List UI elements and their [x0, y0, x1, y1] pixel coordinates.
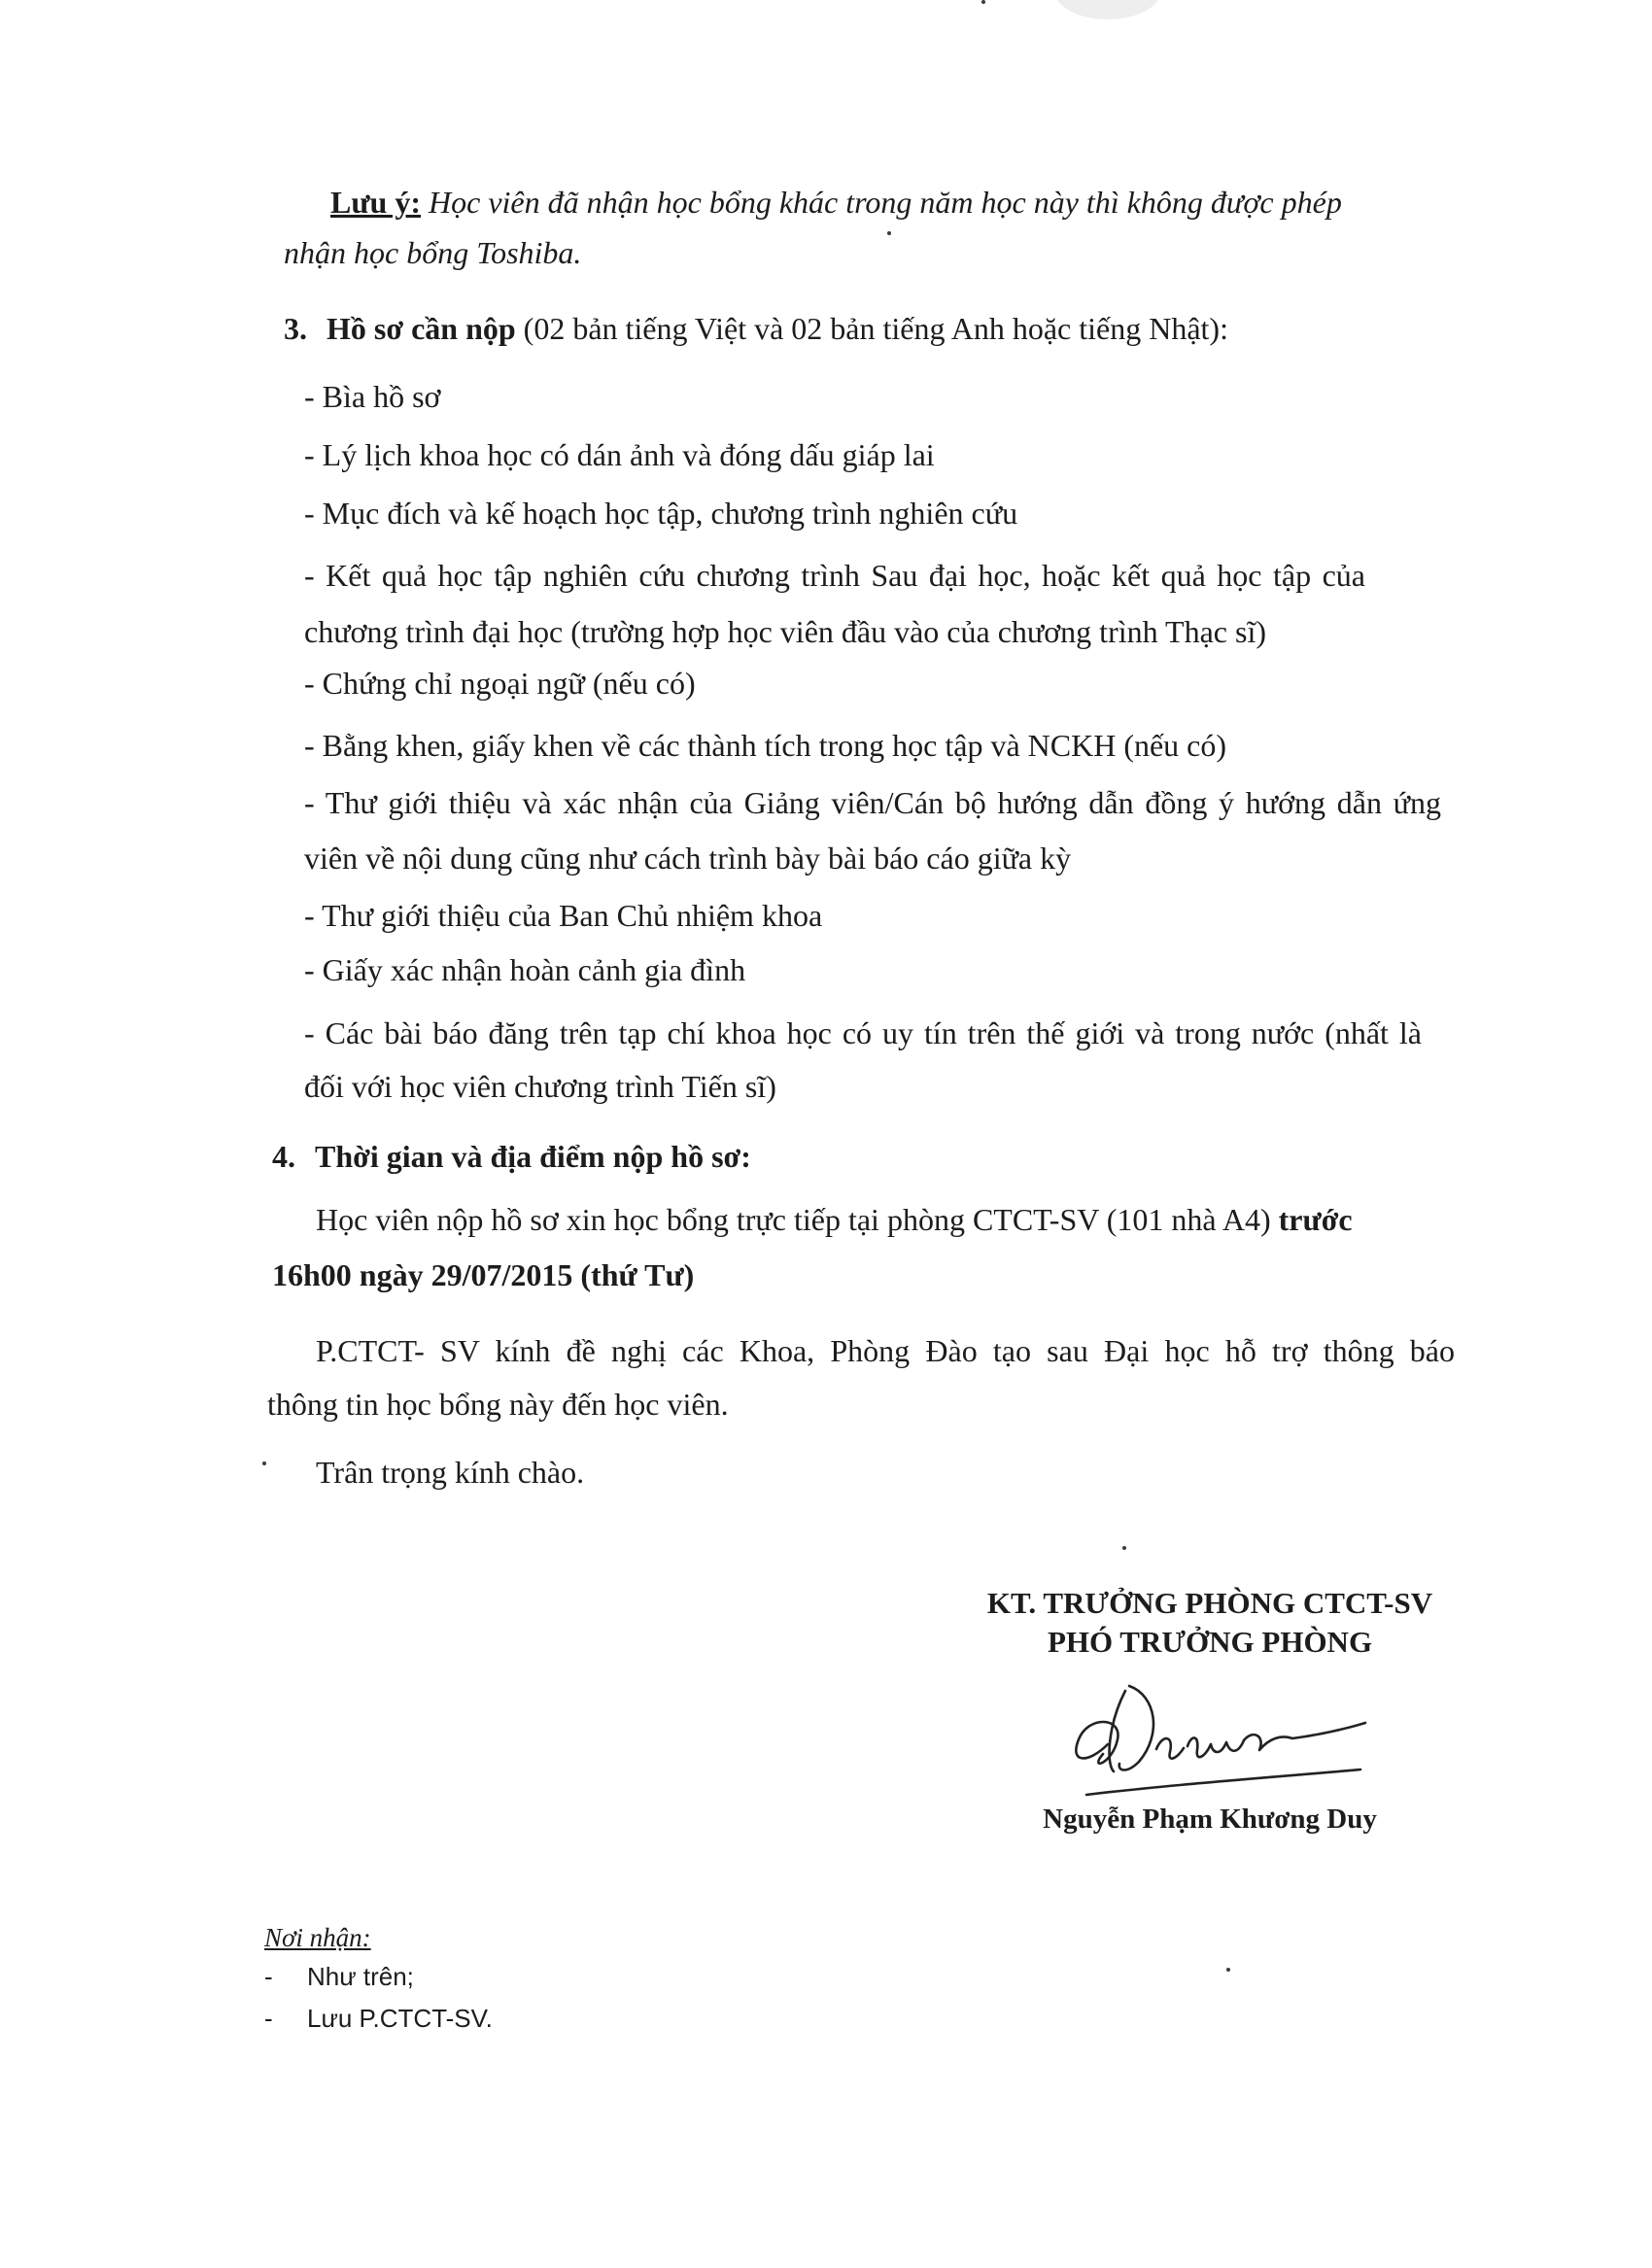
section-4-number: 4.	[272, 1139, 295, 1174]
list-item: - Thư giới thiệu và xác nhận của Giảng viên/Cán bộ hướng dẫn đồng ý hướng dẫn ứng	[304, 785, 1441, 820]
section-3-heading	[284, 309, 1228, 348]
signature-title-line-1: KT. TRƯỞNG PHÒNG CTCT-SV	[986, 1586, 1433, 1620]
handwritten-signature	[1050, 1657, 1380, 1803]
list-item: - Chứng chỉ ngoại ngữ (nếu có)	[304, 666, 696, 701]
section-4-paragraph-line-1	[316, 1200, 1353, 1239]
list-item: - Mục đích và kế hoạch học tập, chương trình nghiên cứu	[304, 496, 1018, 531]
section-3-note: (02 bản tiếng Việt và 02 bản tiếng Anh hoặc tiếng Nhật):	[523, 311, 1228, 346]
note-line-1	[330, 183, 1342, 222]
scan-speck	[1226, 1968, 1230, 1972]
recipient-text: Lưu P.CTCT-SV.	[307, 2004, 493, 2033]
list-item-continuation: chương trình đại học (trường hợp học viên đầu vào của chương trình Thạc sĩ)	[304, 614, 1266, 649]
recipient-item	[264, 1961, 414, 1992]
scan-speck	[262, 1461, 266, 1465]
deadline: 16h00 ngày 29/07/2015 (thứ Tư)	[272, 1257, 695, 1292]
list-item: - Bằng khen, giấy khen về các thành tích trong học tập và NCKH (nếu có)	[304, 728, 1227, 763]
list-item: - Thư giới thiệu của Ban Chủ nhiệm khoa	[304, 898, 823, 933]
scan-shadow-mark	[1054, 0, 1161, 19]
note-line-2: nhận học bổng Toshiba.	[284, 235, 582, 270]
signatory-name: Nguyễn Phạm Khương Duy	[1043, 1804, 1377, 1835]
signature-title-line-2: PHÓ TRƯỞNG PHÒNG	[1047, 1625, 1373, 1659]
recipient-text: Như trên;	[307, 1962, 414, 1991]
note-text: Học viên đã nhận học bổng khác trong năm học này thì không được phép	[429, 185, 1342, 220]
section-3-number: 3.	[284, 311, 307, 346]
scan-speck	[981, 0, 985, 4]
list-item: - Kết quả học tập nghiên cứu chương trình Sau đại học, hoặc kết quả học tập của	[304, 558, 1365, 593]
recipient-dash: -	[264, 2004, 273, 2033]
section-4-title: Thời gian và địa điểm nộp hồ sơ:	[315, 1139, 751, 1174]
list-item-continuation: đối với học viên chương trình Tiến sĩ)	[304, 1069, 776, 1104]
section-4-heading	[272, 1137, 751, 1176]
note-label: Lưu ý:	[330, 185, 421, 220]
section-3-title: Hồ sơ cần nộp	[327, 311, 516, 346]
scan-speck	[1122, 1546, 1126, 1550]
request-line-2: thông tin học bổng này đến học viên.	[267, 1387, 729, 1422]
recipient-item	[264, 2003, 493, 2034]
scan-speck	[887, 231, 891, 235]
recipients-heading-text: Nơi nhận:	[264, 1923, 371, 1952]
list-item: - Các bài báo đăng trên tạp chí khoa học có uy tín trên thế giới và trong nước (nhất là	[304, 1015, 1422, 1050]
deadline-prefix: trước	[1278, 1202, 1353, 1237]
list-item-continuation: viên về nội dung cũng như cách trình bày bài báo cáo giữa kỳ	[304, 841, 1072, 876]
list-item: - Bìa hồ sơ	[304, 379, 441, 414]
recipients-heading	[264, 1922, 371, 1953]
closing: Trân trọng kính chào.	[316, 1455, 585, 1490]
list-item: - Lý lịch khoa học có dán ảnh và đóng dấu giáp lai	[304, 437, 935, 472]
submission-details: Học viên nộp hồ sơ xin học bổng trực tiếp tại phòng CTCT-SV (101 nhà A4)	[316, 1202, 1271, 1237]
request-line-1: P.CTCT- SV kính đề nghị các Khoa, Phòng Đào tạo sau Đại học hỗ trợ thông báo	[316, 1333, 1455, 1368]
recipient-dash: -	[264, 1962, 273, 1991]
list-item: - Giấy xác nhận hoàn cảnh gia đình	[304, 952, 746, 987]
